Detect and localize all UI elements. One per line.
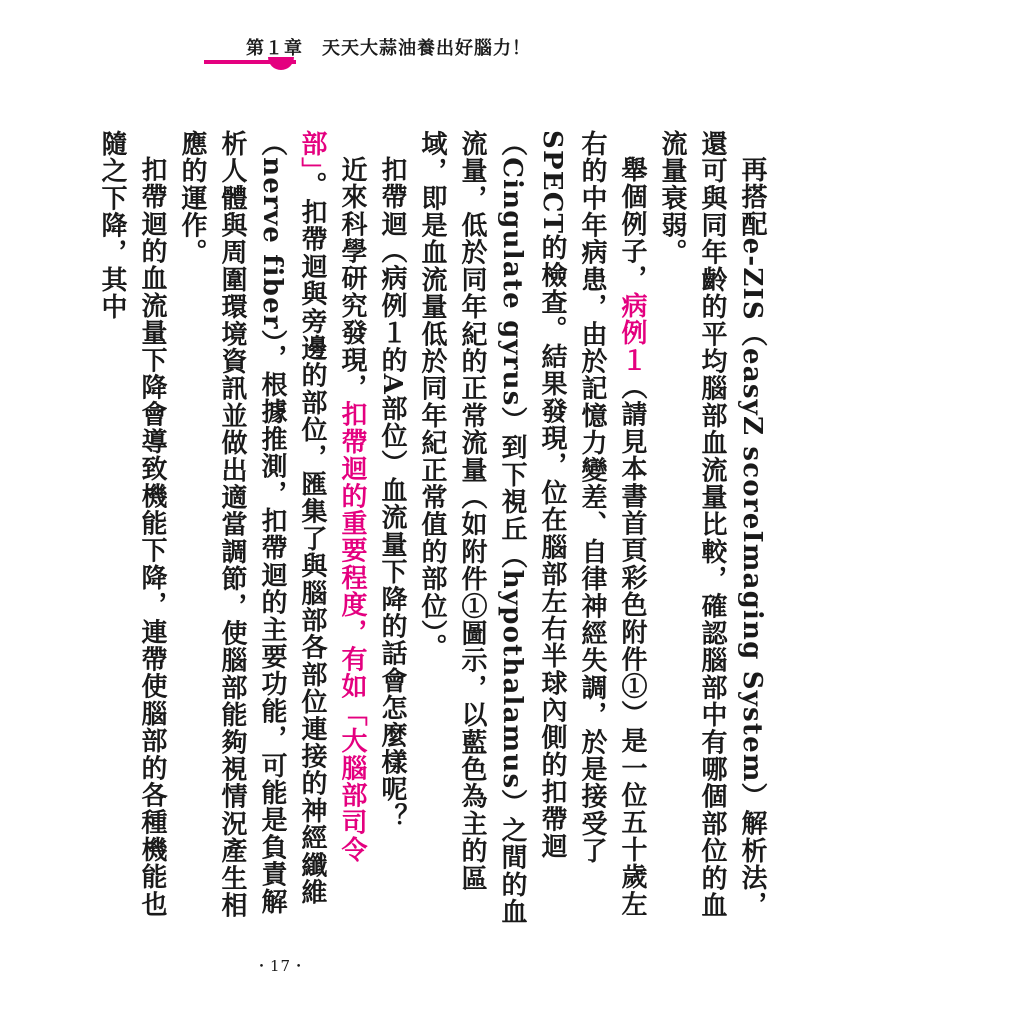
body-text bbox=[92, 130, 772, 930]
paragraph-3: 扣帶迴（病例１的A部位）血流量下降的話會怎麼樣呢？ bbox=[377, 156, 407, 831]
paragraph-2 bbox=[412, 130, 652, 930]
key-point-highlight: 扣帶迴的重要程度，有如「大腦部司令部」 bbox=[297, 130, 367, 864]
paragraph-4-body: 。扣帶迴與旁邊的部位，匯集了與腦部各部位連接的神經纖維（nerve fiber），根據推測，扣帶迴的主要功能，可能是負責解析人體與周圍環境資訊並做出適當調節，使腦部能夠視情況產生相應的運作。 bbox=[177, 130, 327, 919]
paragraph-2-body: （請見本書首頁彩色附件①）是一位五十歲左右的中年病患，由於記憶力變差、自律神經失調，於是接受了SPECT的檢查。結果發現，位在腦部左右半球內側的扣帶迴（Cingulate gyrus）到下視丘（hypothalamus）之間的血流量，低於同年紀的正常流量（如附件①圖示，以藍色為主的區域，即是血流量低於同年紀正常值的部位）。 bbox=[417, 130, 647, 926]
paragraph-4-intro: 近來科學研究發現， bbox=[337, 156, 367, 401]
case-label-highlight: 病例１ bbox=[617, 292, 647, 374]
paragraph-4 bbox=[172, 130, 372, 930]
paragraph-2-intro: 舉個例子， bbox=[617, 156, 647, 292]
paragraph-5: 扣帶迴的血流量下降會導致機能下降，連帶使腦部的各種機能也隨之下降，其中 bbox=[97, 130, 167, 918]
paragraph-1: 再搭配e-ZIS（easyZ scoreImaging System）解析法，還可與同年齡的平均腦部血流量比較，確認腦部中有哪個部位的血流量衰弱。 bbox=[657, 130, 767, 919]
chapter-title: 第１章 天天大蒜油養出好腦力！ bbox=[246, 38, 531, 59]
page-number: ・17・ bbox=[254, 957, 308, 975]
